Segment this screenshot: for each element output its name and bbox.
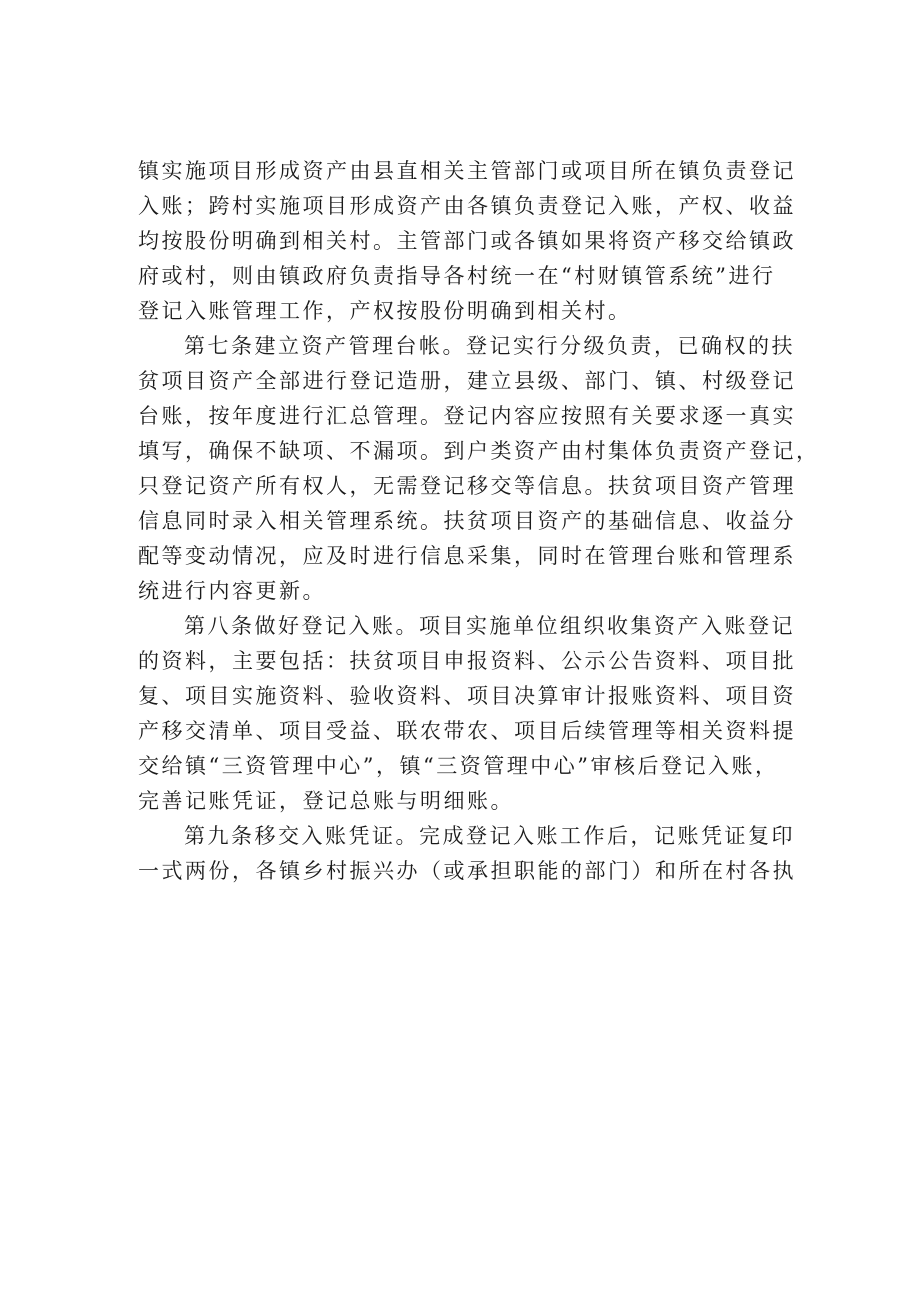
text-line: 入账；跨村实施项目形成资产由各镇负责登记入账，产权、收益 [138, 194, 796, 218]
text-line: 只登记资产所有权人，无需登记移交等信息。扶贫项目资产管理 [138, 474, 796, 498]
text-line: 复、项目实施资料、验收资料、项目决算审计报账资料、项目资 [138, 684, 796, 708]
text-line: 统进行内容更新。 [138, 579, 326, 603]
text-line: 均按股份明确到相关村。主管部门或各镇如果将资产移交给镇政 [138, 229, 796, 253]
text-line: 一式两份，各镇乡村振兴办（或承担职能的部门）和所在村各执 [138, 859, 796, 883]
document-body [138, 154, 820, 889]
text-line: 交给镇“三资管理中心”，镇“三资管理中心”审核后登记入账， [138, 754, 779, 778]
text-line: 完善记账凭证，登记总账与明细账。 [138, 789, 514, 813]
text-line: 贫项目资产全部进行登记造册，建立县级、部门、镇、村级登记 [138, 369, 796, 393]
text-line: 府或村，则由镇政府负责指导各村统一在“村财镇管系统”进行 [138, 264, 776, 288]
article-7-first-line: 第七条建立资产管理台帐。登记实行分级负责，已确权的扶 [184, 334, 795, 358]
text-line: 的资料，主要包括：扶贫项目申报资料、公示公告资料、项目批 [138, 649, 796, 673]
text-line: 镇实施项目形成资产由县直相关主管部门或项目所在镇负责登记 [138, 159, 796, 183]
article-9-first-line: 第九条移交入账凭证。完成登记入账工作后，记账凭证复印 [184, 824, 795, 848]
text-line: 配等变动情况，应及时进行信息采集，同时在管理台账和管理系 [138, 544, 796, 568]
text-line: 台账，按年度进行汇总管理。登记内容应按照有关要求逐一真实 [138, 404, 796, 428]
text-line: 产移交清单、项目受益、联农带农、项目后续管理等相关资料提 [138, 719, 796, 743]
text-line: 登记入账管理工作，产权按股份明确到相关村。 [138, 299, 632, 323]
article-8-first-line: 第八条做好登记入账。项目实施单位组织收集资产入账登记 [184, 614, 795, 638]
text-line: 填写，确保不缺项、不漏项。到户类资产由村集体负责资产登记， [138, 439, 820, 463]
text-line: 信息同时录入相关管理系统。扶贫项目资产的基础信息、收益分 [138, 509, 796, 533]
